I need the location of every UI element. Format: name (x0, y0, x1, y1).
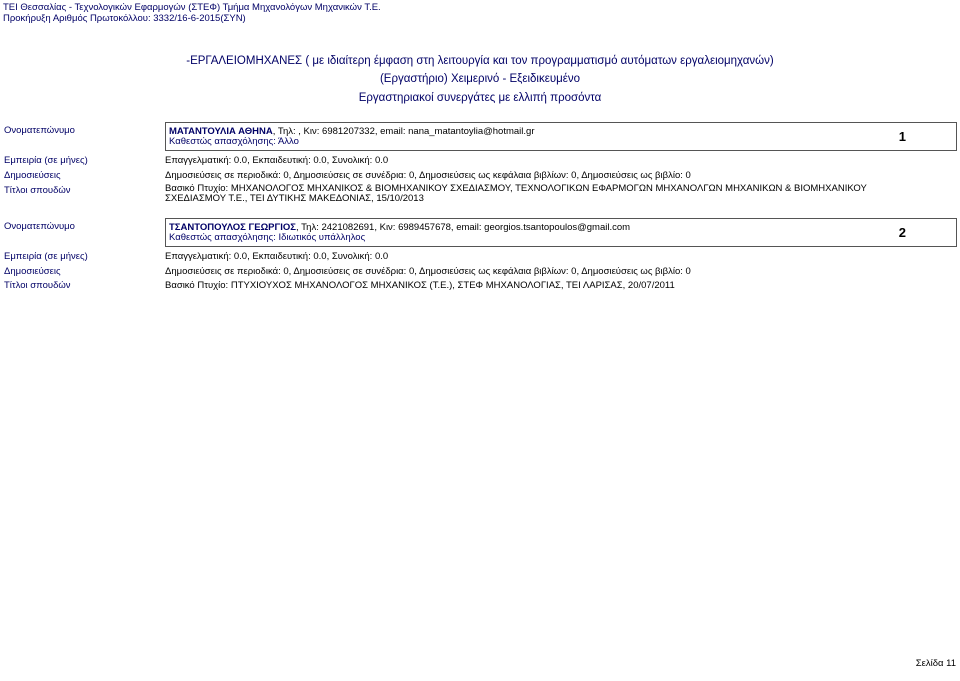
employment-status: Καθεστώς απασχόλησης: Ιδιωτικός υπάλληλος (169, 232, 366, 243)
employment-status: Καθεστώς απασχόλησης: Άλλο (169, 136, 299, 147)
degrees-value: Βασικό Πτυχίο: ΠΤΥΧΙΟΥΧΟΣ ΜΗΧΑΝΟΛΟΓΟΣ ΜΗΧΑΝΙΚΟΣ (Τ.Ε.), ΣΤΕΦ ΜΗΧΑΝΟΛΟΓΙΑΣ, ΤΕΙ ΛΑΡΙΣΑΣ, 20/07/2011 (165, 280, 675, 291)
course-subtitle: (Εργαστήριο) Χειμερινό - Εξειδικευμένο (379, 73, 581, 85)
degrees-value: Βασικό Πτυχίο: ΜΗΧΑΝΟΛΟΓΟΣ ΜΗΧΑΝΙΚΟΣ & ΒΙΟΜΗΧΑΝΙΚΟΥ ΣΧΕΔΙΑΣΜΟΥ, ΤΕΧΝΟΛΟΓΙΚΩΝ ΕΦΑΡΜΟΓΩΝ ΜΗΧΑΝΟΛΓΩΝ ΜΗΧΑΝΙΚΩΝ & ΒΙΟΜΗΧΑΝΙΚΟΥ ΣΧΕΔΙΑΣΜΟΥ Τ.Ε., ΤΕΙ ΔΥΤΙΚΗΣ ΜΑΚΕΔΟΝΙΑΣ, 15/10/2013 (165, 183, 867, 204)
name-label: Ονοματεπώνυμο (4, 125, 75, 136)
protocol-number: Προκήρυξη Αριθμός Πρωτοκόλλου: 3332/16-6-2015(ΣΥΝ) (3, 13, 246, 24)
course-title: -ΕΡΓΑΛΕΙΟΜΗΧΑΝΕΣ ( με ιδιαίτερη έμφαση στη λειτουργία και τον προγραμματισμό αυτόματων εργαλειομηχανών) (186, 55, 774, 67)
name-label: Ονοματεπώνυμο (4, 221, 75, 232)
candidate-contact: , Τηλ: 2421082691, Κιν: 6989457678, email: georgios.tsantopoulos@gmail.com (295, 222, 631, 233)
page-number: Σελίδα 11 (915, 658, 956, 669)
experience-value: Επαγγελματική: 0.0, Εκπαιδευτική: 0.0, Συνολική: 0.0 (165, 251, 389, 262)
candidate-rank: 1 (898, 129, 906, 144)
candidate-rank: 2 (898, 225, 906, 240)
candidate-name: ΤΣΑΝΤΟΠΟΥΛΟΣ ΓΕΩΡΓΙΟΣ (169, 222, 296, 233)
publications-label: Δημοσιεύσεις (4, 266, 61, 277)
publications-value: Δημοσιεύσεις σε περιοδικά: 0, Δημοσιεύσεις σε συνέδρια: 0, Δημοσιεύσεις ως κεφάλαια βιβλίων: 0, Δημοσιεύσεις ως βιβλίο: 0 (165, 266, 691, 277)
publications-value: Δημοσιεύσεις σε περιοδικά: 0, Δημοσιεύσεις σε συνέδρια: 0, Δημοσιεύσεις ως κεφάλαια βιβλίων: 0, Δημοσιεύσεις ως βιβλίο: 0 (165, 170, 691, 181)
candidate-box (165, 122, 957, 151)
degrees-label: Τίτλοι σπουδών (4, 185, 71, 196)
publications-label: Δημοσιεύσεις (4, 170, 61, 181)
candidate-contact: , Τηλ: , Κιν: 6981207332, email: nana_matantoylia@hotmail.gr (272, 126, 535, 137)
candidate-box (165, 218, 957, 247)
candidate-name: ΜΑΤΑΝΤΟΥΛΙΑ ΑΘΗΝΑ (169, 126, 273, 137)
degrees-label: Τίτλοι σπουδών (4, 280, 71, 291)
experience-value: Επαγγελματική: 0.0, Εκπαιδευτική: 0.0, Συνολική: 0.0 (165, 155, 389, 166)
experience-label: Εμπειρία (σε μήνες) (4, 251, 88, 262)
category-title: Εργαστηριακοί συνεργάτες με ελλιπή προσόντα (358, 92, 602, 104)
institution-header: ΤΕΙ Θεσσαλίας - Τεχνολογικών Εφαρμογών (ΣΤΕΦ) Τμήμα Μηχανολόγων Μηχανικών Τ.Ε. (3, 2, 381, 13)
experience-label: Εμπειρία (σε μήνες) (4, 155, 88, 166)
